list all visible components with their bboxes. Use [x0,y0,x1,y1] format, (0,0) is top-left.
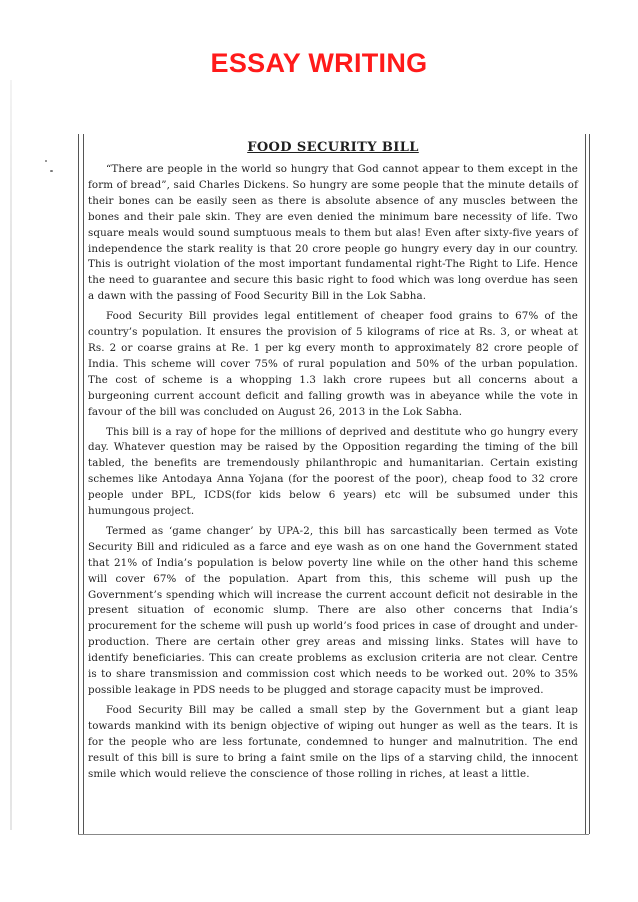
essay-paragraph: Food Security Bill may be called a small step by the Government but a giant leap towards mankind with its benign objective of wiping out hunger as well as the tears. It is for the people who are less fortunate, condemned to hunger and malnutrition. The end result of this bill is sure to bring a faint smile on the lips of a starving child, the innocent smile which would relieve the conscience of those rolling in riches, at least a little. [88,703,578,780]
essay-paragraph: Termed as ‘game changer’ by UPA-2, this bill has sarcastically been termed as Vote Security Bill and ridiculed as a farce and eye wash as on one hand the Government stated that 21% of India’s population is below poverty line while on the other hand this scheme will cover 67% of the population. Apart from this, this scheme will push up the Government’s spending which will increase the current account deficit not desirable in the present situation of economic slump. There are also other concerns that India’s procurement for the scheme will push up world’s food prices in case of drought and under- production. There are certain other grey areas and missing links. States will have to identify beneficiaries. This can create problems as exclusion criteria are not clear. Centre is to share transmission and commission cost which needs to be worked out. 20% to 35% possible leakage in PDS needs to be plugged and storage capacity must be improved. [88,524,578,696]
essay-frame-bottom [78,834,589,835]
essay-paragraph: “There are people in the world so hungry that God cannot appear to them except in the form of bread”, said Charles Dickens. So hungry are some people that the minute details of their bones can be easily seen as there is absolute absence of any muscles between the bones and their pale skin. They are even denied the minimum bare necessity of life. Two square meals would sound sumptuous meals to them but alas! Even after sixty-five years of independence the stark reality is that 20 crore people go hungry every day in our country. This is outright violation of the most important fundamental right-The Right to Life. Hence the need to guarantee and secure this basic right to food which was long overdue has seen a dawn with the passing of Food Security Bill in the Lok Sabha. [88,163,578,303]
essay-body [88,140,578,786]
scan-speck [45,160,47,162]
essay-paragraph: This bill is a ray of hope for the millions of deprived and destitute who go hungry every day. Whatever question may be raised by the Opposition regarding the timing of the bill tabled, the benefits are tremendously philanthropic and humanitarian. Certain existing schemes like Antodaya Anna Yojana (for the poorest of the poor), cheap food to 32 crore people under BPL, ICDS(for kids below 6 years) etc will be subsumed under this humungous project. [88,425,578,518]
essay-title: FOOD SECURITY BILL [247,140,419,155]
scan-speck [50,170,53,172]
scan-edge [10,80,12,830]
page-heading: ESSAY WRITING [210,48,428,78]
essay-paragraph: Food Security Bill provides legal entitlement of cheaper food grains to 67% of the country’s population. It ensures the provision of 5 kilograms of rice at Rs. 3, or wheat at Rs. 2 or coarse grains at Re. 1 per kg every month to approximately 82 crore people of India. This scheme will cover 75% of rural population and 50% of the urban population. The cost of scheme is a whopping 1.3 lakh crore rupees but all concerns about a burgeoning current account deficit and falling growth was in abeyance while the vote in favour of the bill was concluded on August 26, 2013 in the Lok Sabha. [88,310,578,418]
